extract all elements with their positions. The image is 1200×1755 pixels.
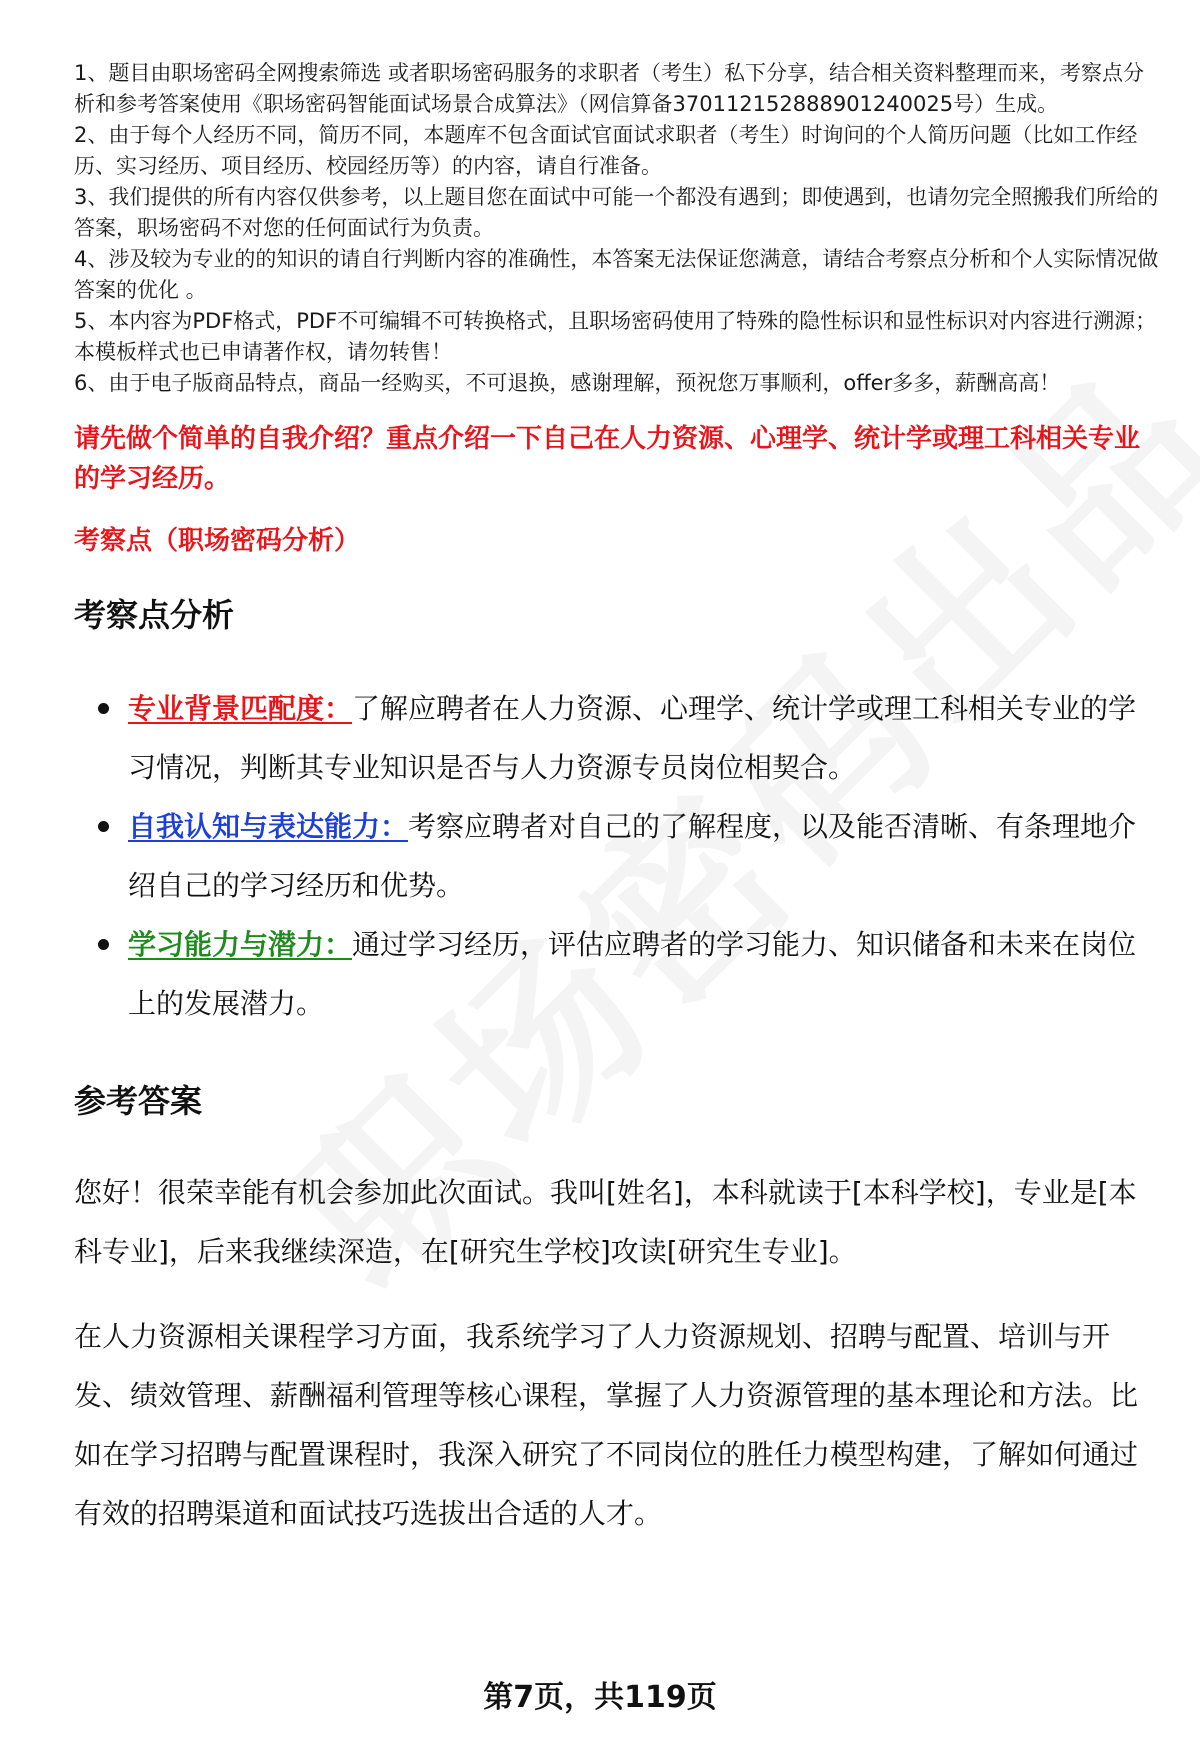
analysis-heading: 考察点分析 bbox=[74, 596, 235, 634]
note-item: 2、由于每个人经历不同，简历不同，本题库不包含面试官面试求职者（考生）时询问的个人简历问题（比如工作经历、实习经历、项目经历、校园经历等）的内容，请自行准备。 bbox=[74, 123, 1138, 178]
note-item: 5、本内容为PDF格式，PDF不可编辑不可转换格式，且职场密码使用了特殊的隐性标识和显性标识对内容进行溯源；本模板样式也已申请著作权，请勿转售！ bbox=[74, 309, 1157, 364]
point-label: 自我认知与表达能力： bbox=[128, 810, 409, 843]
page-number: 第7页，共119页 bbox=[483, 1680, 717, 1715]
bullet-icon bbox=[98, 703, 109, 714]
analysis-point bbox=[74, 797, 1160, 915]
analysis-point bbox=[74, 679, 1160, 797]
disclaimer-notes bbox=[74, 58, 1160, 399]
analysis-points bbox=[74, 679, 1160, 1033]
page-content bbox=[74, 58, 1160, 1543]
point-label: 专业背景匹配度： bbox=[128, 692, 353, 725]
answer-paragraph: 您好！很荣幸能有机会参加此次面试。我叫[姓名]，本科就读于[本科学校]，专业是[本科专业]，后来我继续深造，在[研究生学校]攻读[研究生专业]。 bbox=[74, 1176, 1137, 1268]
note-item: 3、我们提供的所有内容仅供参考，以上题目您在面试中可能一个都没有遇到；即使遇到，也请勿完全照搬我们所给的答案，职场密码不对您的任何面试行为负责。 bbox=[74, 185, 1159, 240]
answer-heading: 参考答案 bbox=[74, 1082, 203, 1120]
analysis-point bbox=[74, 915, 1160, 1033]
point-label: 学习能力与潜力： bbox=[128, 928, 353, 961]
answer-paragraph: 在人力资源相关课程学习方面，我系统学习了人力资源规划、招聘与配置、培训与开发、绩效管理、薪酬福利管理等核心课程，掌握了人力资源管理的基本理论和方法。比如在学习招聘与配置课程时，我深入研究了不同岗位的胜任力模型构建，了解如何通过有效的招聘渠道和面试技巧选拔出合适的人才。 bbox=[74, 1320, 1139, 1530]
analysis-label: 考察点（职场密码分析） bbox=[74, 526, 361, 556]
note-item: 6、由于电子版商品特点，商品一经购买，不可退换，感谢理解，预祝您万事顺利，offer多多，薪酬高高！ bbox=[74, 371, 1061, 395]
point-text: 通过学习经历，评估应聘者的学习能力、知识储备和未来在岗位上的发展潜力。 bbox=[128, 928, 1137, 1020]
bullet-icon bbox=[98, 939, 109, 950]
note-item: 1、题目由职场密码全网搜索筛选 或者职场密码服务的求职者（考生）私下分享，结合相关资料整理而来，考察点分析和参考答案使用《职场密码智能面试场景合成算法》（网信算备370112152888901240025号）生成。 bbox=[74, 61, 1145, 116]
note-item: 4、涉及较为专业的的知识的请自行判断内容的准确性，本答案无法保证您满意，请结合考察点分析和个人实际情况做答案的优化 。 bbox=[74, 247, 1159, 302]
point-text: 了解应聘者在人力资源、心理学、统计学或理工科相关专业的学习情况，判断其专业知识是否与人力资源专员岗位相契合。 bbox=[128, 692, 1137, 784]
point-text: 考察应聘者对自己的了解程度，以及能否清晰、有条理地介绍自己的学习经历和优势。 bbox=[128, 810, 1137, 902]
bullet-icon bbox=[98, 821, 109, 832]
interview-question: 请先做个简单的自我介绍？重点介绍一下自己在人力资源、心理学、统计学或理工科相关专业的学习经历。 bbox=[74, 424, 1141, 494]
